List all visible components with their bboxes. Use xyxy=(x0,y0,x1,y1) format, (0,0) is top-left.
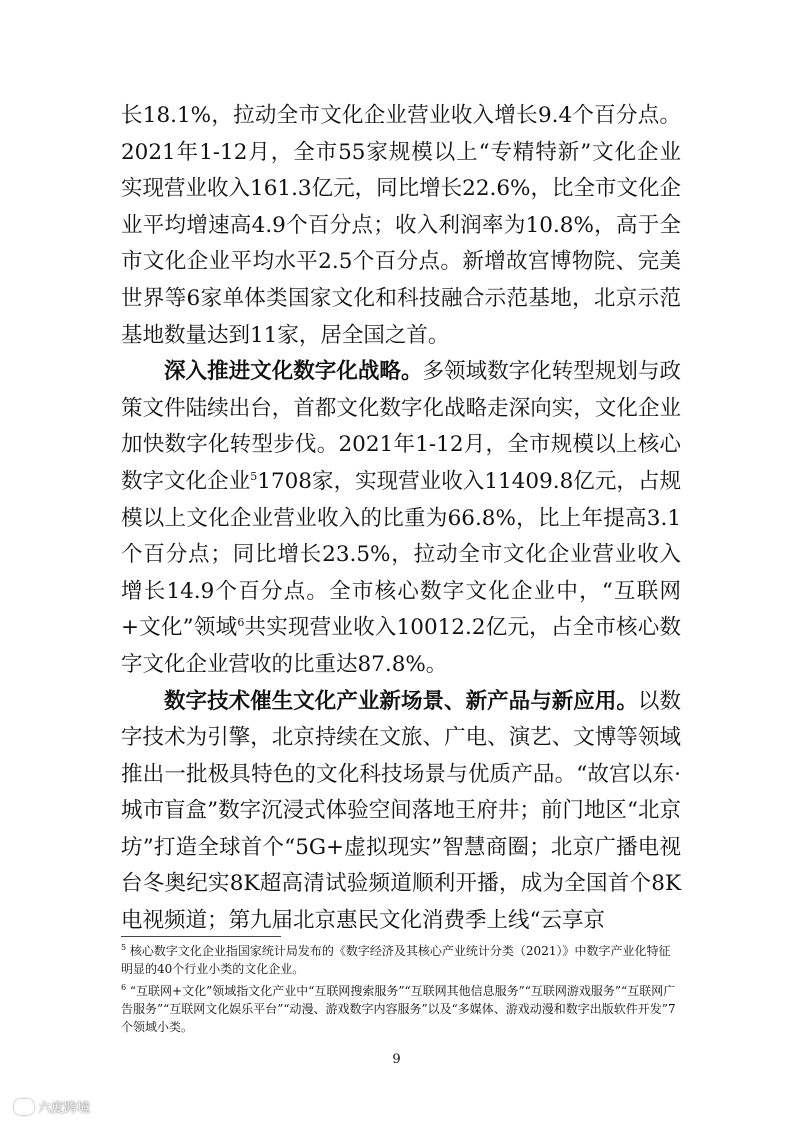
paragraph-lead-heading: 数字技术催生文化产业新场景、新产品与新应用。 xyxy=(164,688,638,714)
footnote-item xyxy=(121,982,681,1036)
watermark-text: 六度跨境 xyxy=(38,1101,91,1116)
footnote-text: 核心数字文化企业指国家统计局发布的《数字经济及其核心产业统计分类（2021）》中数字产业化特征明显的40个行业小类的文化企业。 xyxy=(121,944,671,976)
paragraph-lead-heading: 深入推进文化数字化战略。 xyxy=(164,359,423,385)
paragraph-text: 以数字技术为引擎，北京持续在文旅、广电、演艺、文博等领域推出一批极具特色的文化科技场景与优质产品。“故宫以东·城市盲盒”数字沉浸式体验空间落地王府井；前门地区“北京坊”打造全球首个“5G+虚拟现实”智慧商圈；北京广播电视台冬奥纪实8K超高清试验频道顺利开播，成为全国首个8K电视频道；第九届北京惠民文化消费季上线“云享京 xyxy=(121,688,681,934)
paragraph-text: 长18.1%，拉动全市文化企业营业收入增长9.4个百分点。2021年1-12月，全市55家规模以上“专精特新”文化企业实现营业收入161.3亿元，同比增长22.6%，比全市文化企业平均增速高4.9个百分点；收入利润率为10.8%，高于全市文化企业平均水平2.5个百分点。新增故宫博物院、完美世界等6家单体类国家文化和科技融合示范基地，北京示范基地数量达到11家，居全国之首。 xyxy=(121,103,681,348)
paragraph-text: 1708家，实现营业收入11409.8亿元，占规模以上文化企业营业收入的比重为66.8%，比上年提高3.1个百分点；同比增长23.5%，拉动全市文化企业营业收入增长14.9个百分点。全市核心数字文化企业中，“互联网+文化”领域 xyxy=(121,468,681,641)
footnote-item xyxy=(121,942,681,978)
watermark-logo-icon xyxy=(14,1099,34,1115)
paragraph-text: 多领域数字化转型规划与政策文件陆续出台，首都文化数字化战略走深向实，文化企业加快数字化转型步伐。2021年1-12月，全市规模以上核心数字文化企业 xyxy=(121,359,681,494)
footnote-text: “互联网+文化”领域指文化产业中“互联网搜索服务”“互联网其他信息服务”“互联网游戏服务”“互联网广告服务”“互联网文化娱乐平台”“动漫、游戏数字内容服务”以及“多媒体、游戏动漫和数字出版软件开发”7个领域小类。 xyxy=(121,984,676,1034)
paragraph-digital-scenarios xyxy=(121,684,681,940)
footnote-reference[interactable]: 5 xyxy=(250,469,258,483)
footnote-mark: 6 xyxy=(121,983,127,992)
page-number: 9 xyxy=(392,1052,401,1067)
paragraph-digital-strategy xyxy=(121,354,681,683)
footnote-mark: 5 xyxy=(121,943,127,952)
footnotes xyxy=(121,942,681,1040)
paragraph-continuation xyxy=(121,98,681,354)
footnote-reference[interactable]: 6 xyxy=(237,616,245,630)
watermark xyxy=(14,1097,90,1116)
paragraph-text: 共实现营业收入10012.2亿元，占全市核心数字文化企业营收的比重达87.8%。 xyxy=(121,615,681,677)
body-text xyxy=(121,98,681,940)
footnote-divider xyxy=(121,936,281,937)
